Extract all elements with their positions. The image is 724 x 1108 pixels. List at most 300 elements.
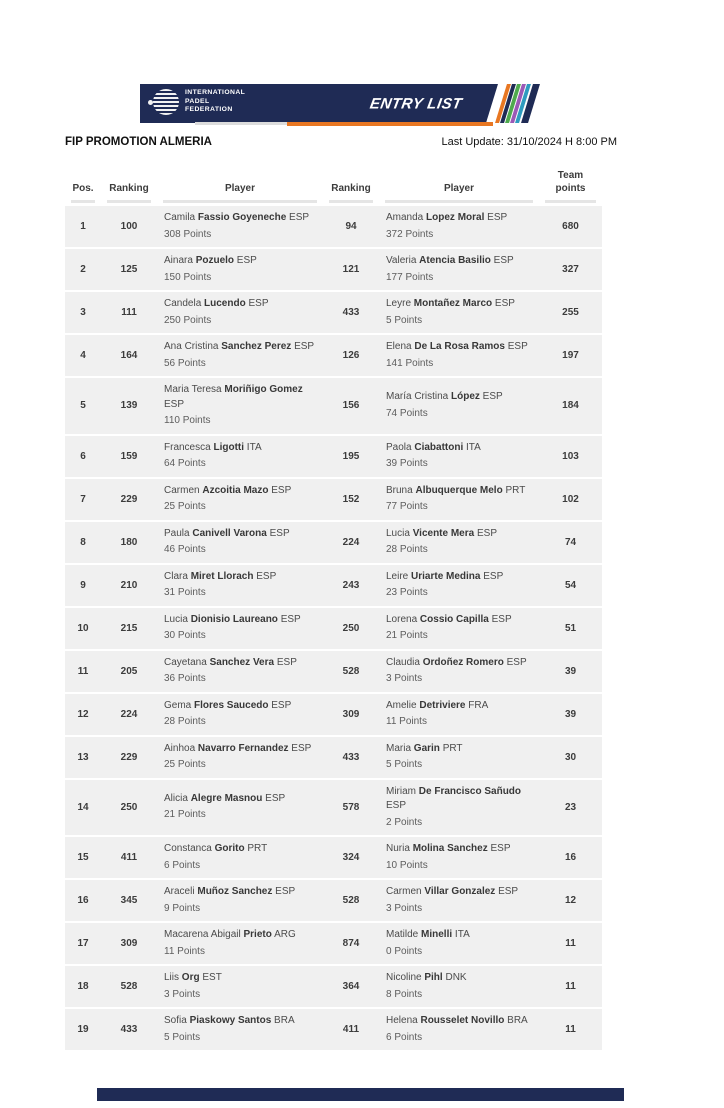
ranking-cell: 578	[323, 780, 379, 838]
player-cell	[157, 292, 323, 335]
player-points: 11 Points	[164, 945, 205, 957]
player-points: 9 Points	[164, 902, 201, 914]
player-first-name: Constanca	[164, 843, 215, 854]
federation-logo	[153, 89, 245, 115]
column-header-ranking-1: Ranking	[101, 168, 157, 203]
player-surname: Muñoz Sanchez	[197, 886, 273, 897]
ranking-cell: 433	[323, 292, 379, 335]
player-cell	[379, 292, 539, 335]
player-surname: Lucendo	[204, 298, 246, 309]
player-points: 8 Points	[386, 988, 423, 1000]
ranking-cell: 229	[101, 479, 157, 522]
table-row	[65, 1009, 602, 1052]
player-first-name: Gema	[164, 699, 195, 711]
player-points: 5 Points	[164, 1031, 201, 1043]
padel-ball-icon	[153, 89, 179, 115]
country-code: FRA	[465, 699, 489, 711]
player-name	[386, 971, 532, 986]
player-name	[164, 1014, 316, 1029]
ranking-cell: 345	[101, 880, 157, 923]
country-code: ESP	[386, 800, 407, 811]
player-name	[164, 742, 316, 757]
team-points-cell: 184	[539, 378, 602, 436]
player-points: 74 Points	[386, 407, 428, 419]
ranking-cell: 215	[101, 608, 157, 651]
position-cell: 9	[65, 565, 101, 608]
player-surname: Alegre Masnou	[190, 792, 263, 804]
country-code: ESP	[277, 613, 301, 625]
player-name	[164, 441, 316, 456]
player-cell	[157, 923, 323, 966]
player-first-name: Lucia	[164, 613, 191, 625]
country-code: ESP	[503, 656, 527, 668]
player-cell	[157, 651, 323, 694]
country-code: ESP	[490, 255, 514, 266]
position-cell: 7	[65, 479, 101, 522]
position-cell: 8	[65, 522, 101, 565]
position-cell: 14	[65, 780, 101, 838]
player-points: 110 Points	[164, 415, 211, 426]
player-surname: Detriviere	[419, 699, 466, 711]
player-name	[164, 254, 316, 269]
player-points: 141 Points	[386, 357, 434, 369]
ranking-cell: 94	[323, 203, 379, 249]
player-name	[386, 613, 532, 628]
ranking-cell: 164	[101, 335, 157, 378]
player-name	[164, 928, 316, 943]
player-first-name: Nicoline	[386, 972, 425, 983]
player-cell	[379, 378, 539, 436]
player-surname: Ciabattoni	[414, 441, 464, 453]
player-name	[164, 971, 316, 986]
column-header-pos: Pos.	[65, 168, 101, 203]
player-name	[386, 441, 532, 456]
ranking-cell: 125	[101, 249, 157, 292]
ranking-cell: 159	[101, 436, 157, 479]
player-first-name: María Cristina	[386, 391, 452, 403]
player-surname: De La Rosa Ramos	[414, 341, 505, 352]
table-row	[65, 694, 602, 737]
ranking-cell: 195	[323, 436, 379, 479]
country-code: EST	[199, 972, 222, 983]
ranking-cell: 324	[323, 837, 379, 880]
player-cell	[379, 1009, 539, 1052]
player-cell	[379, 249, 539, 292]
player-first-name: Liis	[164, 972, 182, 983]
table-row	[65, 203, 602, 249]
last-update-label: Last Update: 31/10/2024 H 8:00 PM	[441, 136, 617, 148]
column-header-player-1: Player	[157, 168, 323, 203]
country-code: ESP	[245, 298, 269, 309]
player-first-name: Maria	[386, 742, 414, 754]
player-points: 372 Points	[386, 228, 434, 240]
position-cell: 17	[65, 923, 101, 966]
player-surname: Gorito	[214, 843, 245, 854]
player-surname: Moriñigo Gomez	[224, 384, 303, 395]
player-name	[164, 699, 316, 714]
player-name	[386, 527, 532, 542]
player-name	[386, 390, 532, 405]
player-points: 5 Points	[386, 759, 423, 770]
player-name	[164, 570, 316, 585]
position-cell: 5	[65, 378, 101, 436]
player-points: 10 Points	[386, 859, 428, 871]
position-cell: 12	[65, 694, 101, 737]
banner-underline-orange	[287, 122, 493, 126]
player-surname: Villar Gonzalez	[424, 886, 496, 897]
team-points-cell: 102	[539, 479, 602, 522]
country-code: BRA	[271, 1015, 295, 1026]
table-row	[65, 651, 602, 694]
player-surname: Org	[181, 972, 200, 983]
table-row	[65, 378, 602, 436]
country-code: ESP	[288, 742, 312, 754]
team-points-cell: 16	[539, 837, 602, 880]
position-cell: 18	[65, 966, 101, 1009]
table-row	[65, 565, 602, 608]
player-cell	[379, 335, 539, 378]
player-first-name: Macarena Abigail	[164, 929, 244, 940]
player-surname: Fassio Goyeneche	[197, 212, 287, 223]
country-code: PRT	[439, 742, 463, 754]
player-cell	[157, 565, 323, 608]
player-points: 36 Points	[164, 673, 206, 684]
team-points-cell: 30	[539, 737, 602, 780]
logo-line-3: FEDERATION	[185, 106, 233, 114]
logo-line-1: INTERNATIONAL	[185, 89, 246, 97]
player-points: 64 Points	[164, 458, 206, 469]
player-cell	[379, 651, 539, 694]
position-cell: 10	[65, 608, 101, 651]
player-points: 150 Points	[164, 271, 212, 283]
player-cell	[379, 966, 539, 1009]
player-points: 39 Points	[386, 458, 428, 469]
player-first-name: Ana Cristina	[164, 341, 222, 352]
player-name	[386, 842, 532, 857]
country-code: ESP	[274, 656, 297, 668]
player-name	[386, 340, 532, 355]
player-surname: Flores Saucedo	[194, 699, 269, 711]
player-first-name: Leire	[386, 570, 412, 582]
player-points: 3 Points	[386, 673, 423, 684]
ranking-cell: 224	[323, 522, 379, 565]
player-cell	[379, 203, 539, 249]
player-name	[164, 527, 316, 542]
banner-underline-gray	[195, 122, 287, 125]
player-first-name: Ainara	[164, 255, 196, 266]
position-cell: 3	[65, 292, 101, 335]
player-surname: Pozuelo	[195, 255, 235, 266]
player-cell	[157, 608, 323, 651]
player-points: 3 Points	[164, 988, 201, 1000]
country-code: ITA	[463, 441, 481, 453]
entry-list-banner	[140, 84, 498, 123]
position-cell: 19	[65, 1009, 101, 1052]
player-surname: Sanchez Vera	[209, 656, 275, 668]
player-surname: Piaskowy Santos	[189, 1015, 272, 1026]
ranking-cell: 433	[101, 1009, 157, 1052]
player-surname: Atencia Basilio	[419, 255, 491, 266]
player-points: 56 Points	[164, 357, 206, 369]
country-code: PRT	[244, 843, 268, 854]
ranking-cell: 111	[101, 292, 157, 335]
player-surname: Azcoitia Mazo	[202, 484, 269, 496]
country-code: ESP	[487, 843, 511, 854]
ranking-cell: 224	[101, 694, 157, 737]
player-name	[386, 785, 532, 814]
ranking-cell: 364	[323, 966, 379, 1009]
team-points-cell: 23	[539, 780, 602, 838]
player-points: 21 Points	[386, 630, 428, 641]
country-code: ESP	[479, 391, 503, 403]
player-points: 5 Points	[386, 314, 423, 326]
player-first-name: Leyre	[386, 298, 414, 309]
entry-list-table	[65, 168, 602, 1052]
player-first-name: Matilde	[386, 929, 422, 940]
player-surname: Molina Sanchez	[412, 843, 488, 854]
ranking-cell: 309	[323, 694, 379, 737]
player-cell	[157, 1009, 323, 1052]
team-points-cell: 54	[539, 565, 602, 608]
country-code: ESP	[504, 341, 528, 352]
player-points: 30 Points	[164, 630, 206, 641]
player-surname: Ordoñez Romero	[422, 656, 504, 668]
country-code: ESP	[488, 613, 512, 625]
country-code: PRT	[502, 484, 526, 496]
player-name	[386, 570, 532, 585]
player-cell	[379, 694, 539, 737]
player-first-name: Paola	[386, 441, 415, 453]
ranking-cell: 874	[323, 923, 379, 966]
column-header-team-points: Team points	[539, 168, 602, 203]
player-first-name: Elena	[386, 341, 415, 352]
player-surname: Canivell Varona	[192, 527, 267, 539]
player-points: 46 Points	[164, 544, 206, 555]
player-first-name: Claudia	[386, 656, 423, 668]
player-points: 6 Points	[164, 859, 201, 871]
team-points-cell: 11	[539, 966, 602, 1009]
player-name	[164, 484, 316, 499]
document-header-row	[65, 136, 659, 148]
player-cell	[157, 335, 323, 378]
player-name	[386, 742, 532, 757]
ranking-cell: 100	[101, 203, 157, 249]
position-cell: 15	[65, 837, 101, 880]
table-row	[65, 923, 602, 966]
country-code: ESP	[262, 792, 286, 804]
ranking-cell: 411	[323, 1009, 379, 1052]
table-row	[65, 737, 602, 780]
player-cell	[157, 880, 323, 923]
player-points: 0 Points	[386, 945, 423, 957]
country-code: ESP	[253, 570, 277, 582]
team-points-cell: 327	[539, 249, 602, 292]
table-row	[65, 249, 602, 292]
player-first-name: Alicia	[164, 792, 191, 804]
player-cell	[379, 479, 539, 522]
player-cell	[379, 837, 539, 880]
team-points-cell: 51	[539, 608, 602, 651]
country-code: ITA	[244, 441, 262, 453]
table-row	[65, 292, 602, 335]
table-row	[65, 335, 602, 378]
player-surname: Minelli	[421, 929, 453, 940]
player-surname: López	[451, 391, 480, 403]
player-name	[164, 297, 316, 312]
player-cell	[157, 737, 323, 780]
player-surname: De Francisco Sañudo	[418, 785, 522, 797]
player-cell	[379, 880, 539, 923]
ranking-cell: 121	[323, 249, 379, 292]
ranking-cell: 528	[323, 880, 379, 923]
position-cell: 11	[65, 651, 101, 694]
column-header-ranking-2: Ranking	[323, 168, 379, 203]
team-points-cell: 11	[539, 923, 602, 966]
player-surname: Ligotti	[213, 441, 245, 453]
player-first-name: Sofia	[164, 1015, 190, 1026]
ranking-cell: 528	[323, 651, 379, 694]
player-first-name: Ainhoa	[164, 742, 198, 754]
country-code: ESP	[495, 886, 519, 897]
player-cell	[157, 249, 323, 292]
player-cell	[157, 694, 323, 737]
player-name	[164, 340, 316, 355]
team-points-cell: 12	[539, 880, 602, 923]
player-first-name: Carmen	[164, 484, 203, 496]
country-code: ARG	[271, 929, 296, 940]
country-code: DNK	[442, 972, 467, 983]
player-name	[164, 613, 316, 628]
player-first-name: Valeria	[386, 255, 420, 266]
position-cell: 6	[65, 436, 101, 479]
player-points: 23 Points	[386, 587, 428, 598]
country-code: ESP	[484, 212, 508, 223]
player-name	[386, 297, 532, 312]
player-cell	[157, 837, 323, 880]
tournament-title: FIP PROMOTION ALMERIA	[65, 136, 212, 148]
player-points: 2 Points	[386, 816, 423, 828]
player-surname: Uriarte Medina	[411, 570, 481, 582]
player-name	[386, 928, 532, 943]
ranking-cell: 250	[323, 608, 379, 651]
player-cell	[379, 608, 539, 651]
player-first-name: Clara	[164, 570, 191, 582]
table-row	[65, 479, 602, 522]
ranking-cell: 152	[323, 479, 379, 522]
country-code: ESP	[480, 570, 504, 582]
logo-line-2: PADEL	[185, 97, 210, 105]
player-first-name: Bruna	[386, 484, 416, 496]
country-code: ESP	[474, 527, 497, 539]
player-first-name: Maria Teresa	[164, 384, 225, 395]
player-name	[164, 211, 316, 226]
player-surname: Navarro Fernandez	[197, 742, 289, 754]
player-name	[164, 792, 316, 807]
player-surname: Vicente Mera	[412, 527, 475, 539]
player-points: 6 Points	[386, 1031, 423, 1043]
ranking-cell: 156	[323, 378, 379, 436]
ranking-cell: 126	[323, 335, 379, 378]
position-cell: 13	[65, 737, 101, 780]
player-first-name: Lorena	[386, 613, 420, 625]
player-name	[386, 484, 532, 499]
player-name	[386, 1014, 532, 1029]
position-cell: 1	[65, 203, 101, 249]
ranking-cell: 309	[101, 923, 157, 966]
table-row	[65, 880, 602, 923]
ranking-cell: 243	[323, 565, 379, 608]
ranking-cell: 139	[101, 378, 157, 436]
player-points: 77 Points	[386, 501, 428, 512]
entry-table-header	[65, 168, 602, 203]
table-row	[65, 837, 602, 880]
player-first-name: Amanda	[386, 212, 427, 223]
player-first-name: Amelie	[386, 699, 420, 711]
ranking-cell: 411	[101, 837, 157, 880]
player-first-name: Carmen	[386, 886, 425, 897]
player-surname: Lopez Moral	[426, 212, 485, 223]
player-surname: Dionisio Laureano	[190, 613, 278, 625]
page-footer-bar	[97, 1088, 624, 1101]
player-surname: Albuquerque Melo	[415, 484, 503, 496]
ranking-cell: 180	[101, 522, 157, 565]
player-name	[386, 254, 532, 269]
player-points: 28 Points	[386, 544, 428, 555]
country-code: ESP	[286, 212, 310, 223]
player-points: 177 Points	[386, 271, 434, 283]
player-first-name: Candela	[164, 298, 205, 309]
country-code: ESP	[234, 255, 257, 266]
team-points-cell: 197	[539, 335, 602, 378]
country-code: BRA	[504, 1015, 528, 1026]
ranking-cell: 205	[101, 651, 157, 694]
player-points: 11 Points	[386, 716, 427, 727]
table-row	[65, 522, 602, 565]
player-points: 21 Points	[164, 809, 206, 821]
player-cell	[379, 522, 539, 565]
ranking-cell: 433	[323, 737, 379, 780]
player-name	[386, 885, 532, 900]
player-cell	[379, 737, 539, 780]
player-cell	[157, 522, 323, 565]
player-cell	[157, 436, 323, 479]
player-points: 250 Points	[164, 314, 212, 326]
country-code: ESP	[268, 484, 292, 496]
ranking-cell: 528	[101, 966, 157, 1009]
player-first-name: Miriam	[386, 785, 419, 797]
player-first-name: Helena	[386, 1015, 421, 1026]
player-first-name: Francesca	[164, 441, 214, 453]
country-code: ESP	[268, 699, 292, 711]
team-points-cell: 680	[539, 203, 602, 249]
country-code: ESP	[164, 398, 185, 410]
player-name	[164, 885, 316, 900]
player-points: 308 Points	[164, 228, 212, 240]
player-surname: Cossio Capilla	[419, 613, 489, 625]
column-header-player-2: Player	[379, 168, 539, 203]
player-surname: Sanchez Perez	[221, 341, 292, 352]
player-first-name: Lucia	[386, 527, 413, 539]
country-code: ESP	[291, 341, 315, 352]
entry-table-body	[65, 203, 602, 1052]
federation-logo-text	[185, 89, 245, 114]
entry-list-title: ENTRY LIST	[368, 95, 464, 112]
player-name	[386, 656, 532, 671]
player-first-name: Paula	[164, 527, 193, 539]
team-points-cell: 39	[539, 694, 602, 737]
team-points-cell: 11	[539, 1009, 602, 1052]
table-row	[65, 780, 602, 838]
